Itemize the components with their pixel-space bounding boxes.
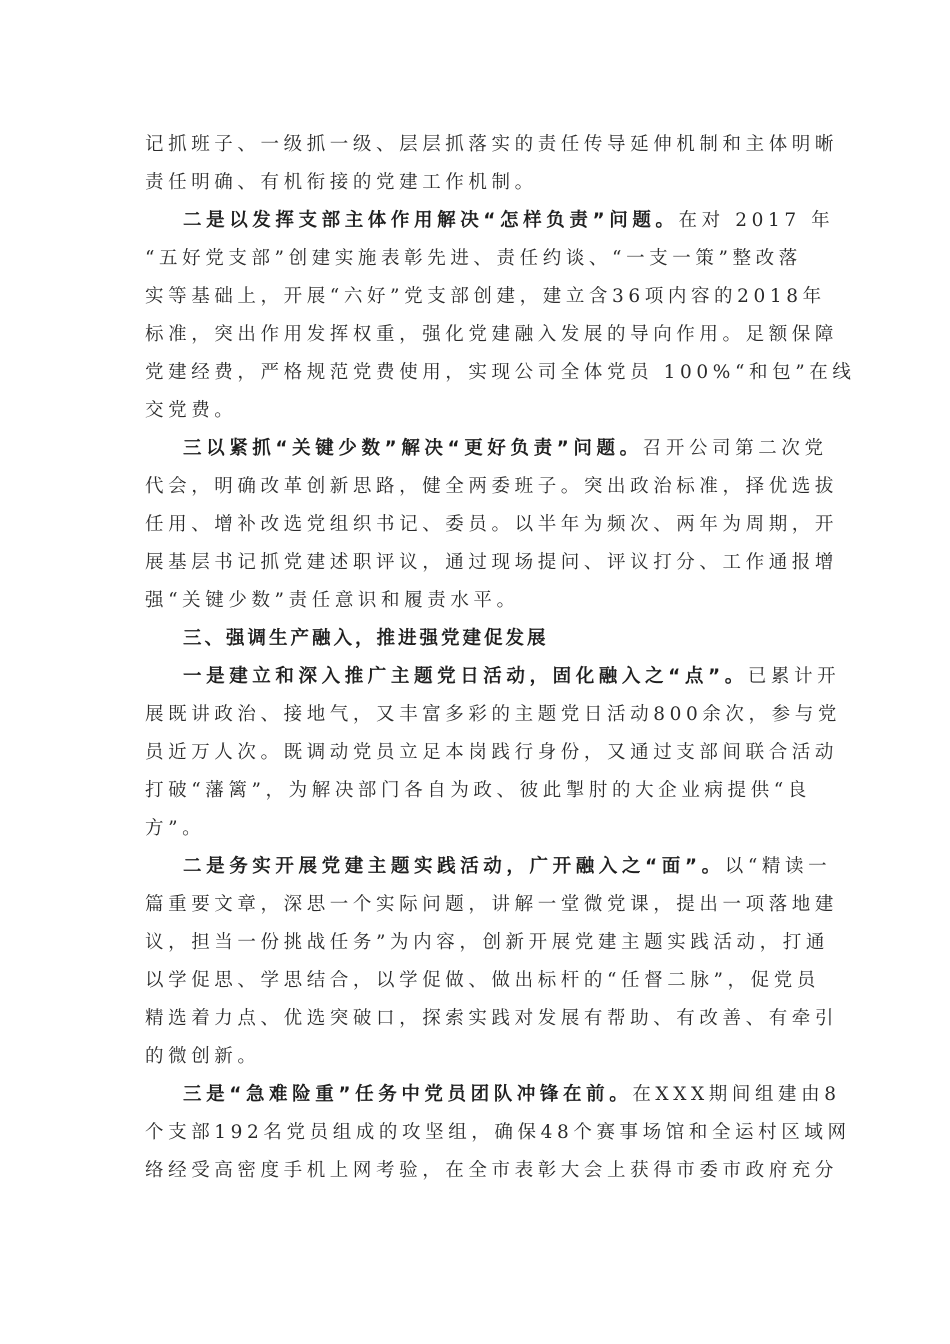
body-text: 展基层书记抓党建述职评议，通过现场提问、评议打分、工作通报增 — [145, 552, 839, 573]
text-line — [145, 1038, 805, 1076]
body-text: 个支部192名党员组成的攻坚组，确保48个赛事场馆和全运村区域网 — [145, 1122, 851, 1143]
text-line — [145, 354, 856, 392]
paragraph — [145, 658, 841, 848]
body-text: 召开公司第二次党 — [642, 438, 828, 459]
body-text: 以“精读一 — [724, 856, 832, 877]
paragraph — [145, 1076, 851, 1190]
paragraph-lead-sentence: 二是以发挥支部主体作用解决“怎样负责”问题。 — [183, 210, 679, 231]
text-line — [145, 506, 839, 544]
text-line — [145, 316, 839, 354]
body-text: 篇重要文章，深思一个实际问题，讲解一堂微党课，提出一项落地建 — [145, 894, 839, 915]
body-text: 记抓班子、一级抓一级、层层抓落实的责任传导延伸机制和主体明晰 — [145, 134, 839, 155]
body-text: 在XXX期间组建由8 — [632, 1084, 841, 1105]
text-line — [145, 468, 839, 506]
body-text: 已累计开 — [747, 666, 841, 687]
text-line — [145, 1114, 851, 1152]
text-line — [145, 1076, 841, 1114]
text-line — [145, 430, 828, 468]
body-text: 交党费。 — [145, 400, 238, 421]
text-line — [145, 696, 841, 734]
body-text: 党建经费，严格规范党费使用，实现公司全体党员 100%“和包”在线 — [145, 362, 856, 383]
body-text: 展既讲政治、接地气，又丰富多彩的主题党日活动800余次，参与党 — [145, 704, 841, 725]
text-line — [145, 772, 811, 810]
paragraph-lead-sentence: 三以紧抓“关键少数”解决“更好负责”问题。 — [183, 438, 643, 459]
document-body — [145, 126, 856, 1190]
body-text: 打破“藩篱”，为解决部门各自为政、彼此掣肘的大企业病提供“良 — [145, 780, 811, 801]
body-text: 议，担当一份挑战任务”为内容，创新开展党建主题实践活动，打通 — [145, 932, 829, 953]
body-text: 方”。 — [145, 818, 206, 839]
text-line — [145, 734, 839, 772]
text-line — [145, 544, 839, 582]
body-text: 实等基础上，开展“六好”党支部创建，建立含36项内容的2018年 — [145, 286, 826, 307]
text-line — [145, 240, 805, 278]
section-heading — [145, 620, 805, 658]
text-line — [145, 278, 826, 316]
paragraph — [145, 430, 839, 620]
body-text: 以学促思、学思结合，以学促做、做出标杆的“任督二脉”，促党员 — [145, 970, 820, 991]
text-line — [145, 392, 805, 430]
body-text: 精选着力点、优选突破口，探索实践对发展有帮助、有改善、有牵引 — [145, 1008, 839, 1029]
body-text: “五好党支部”创建实施表彰先进、责任约谈、“一支一策”整改落 — [145, 248, 802, 269]
text-line — [145, 810, 805, 848]
paragraph-lead-sentence: 三是“急难险重”任务中党员团队冲锋在前。 — [183, 1084, 633, 1105]
text-line — [145, 164, 805, 202]
paragraph-lead-sentence: 二是务实开展党建主题实践活动，广开融入之“面”。 — [183, 856, 725, 877]
body-text: 络经受高密度手机上网考验，在全市表彰大会上获得市委市政府充分 — [145, 1160, 839, 1181]
heading-text: 三、强调生产融入，推进强党建促发展 — [183, 628, 549, 649]
body-text: 员近万人次。既调动党员立足本岗践行身份，又通过支部间联合活动 — [145, 742, 839, 763]
text-line — [145, 886, 839, 924]
text-line — [145, 658, 841, 696]
body-text: 在对 2017 年 — [678, 210, 835, 231]
paragraph — [145, 126, 839, 202]
paragraph — [145, 202, 856, 430]
body-text: 责任明确、有机衔接的党建工作机制。 — [145, 172, 538, 193]
text-line — [145, 1000, 839, 1038]
paragraph-lead-sentence: 一是建立和深入推广主题党日活动，固化融入之“点”。 — [183, 666, 748, 687]
body-text: 标准，突出作用发挥权重，强化党建融入发展的导向作用。足额保障 — [145, 324, 839, 345]
text-line — [145, 126, 839, 164]
text-line — [145, 620, 805, 658]
body-text: 强“关键少数”责任意识和履责水平。 — [145, 590, 520, 611]
text-line — [145, 582, 805, 620]
body-text: 代会，明确改革创新思路，健全两委班子。突出政治标准，择优选拔 — [145, 476, 839, 497]
text-line — [145, 1152, 839, 1190]
paragraph — [145, 848, 839, 1076]
text-line — [145, 924, 829, 962]
body-text: 任用、增补改选党组织书记、委员。以半年为频次、两年为周期，开 — [145, 514, 839, 535]
body-text: 的微创新。 — [145, 1046, 261, 1067]
text-line — [145, 848, 832, 886]
text-line — [145, 202, 835, 240]
text-line — [145, 962, 820, 1000]
